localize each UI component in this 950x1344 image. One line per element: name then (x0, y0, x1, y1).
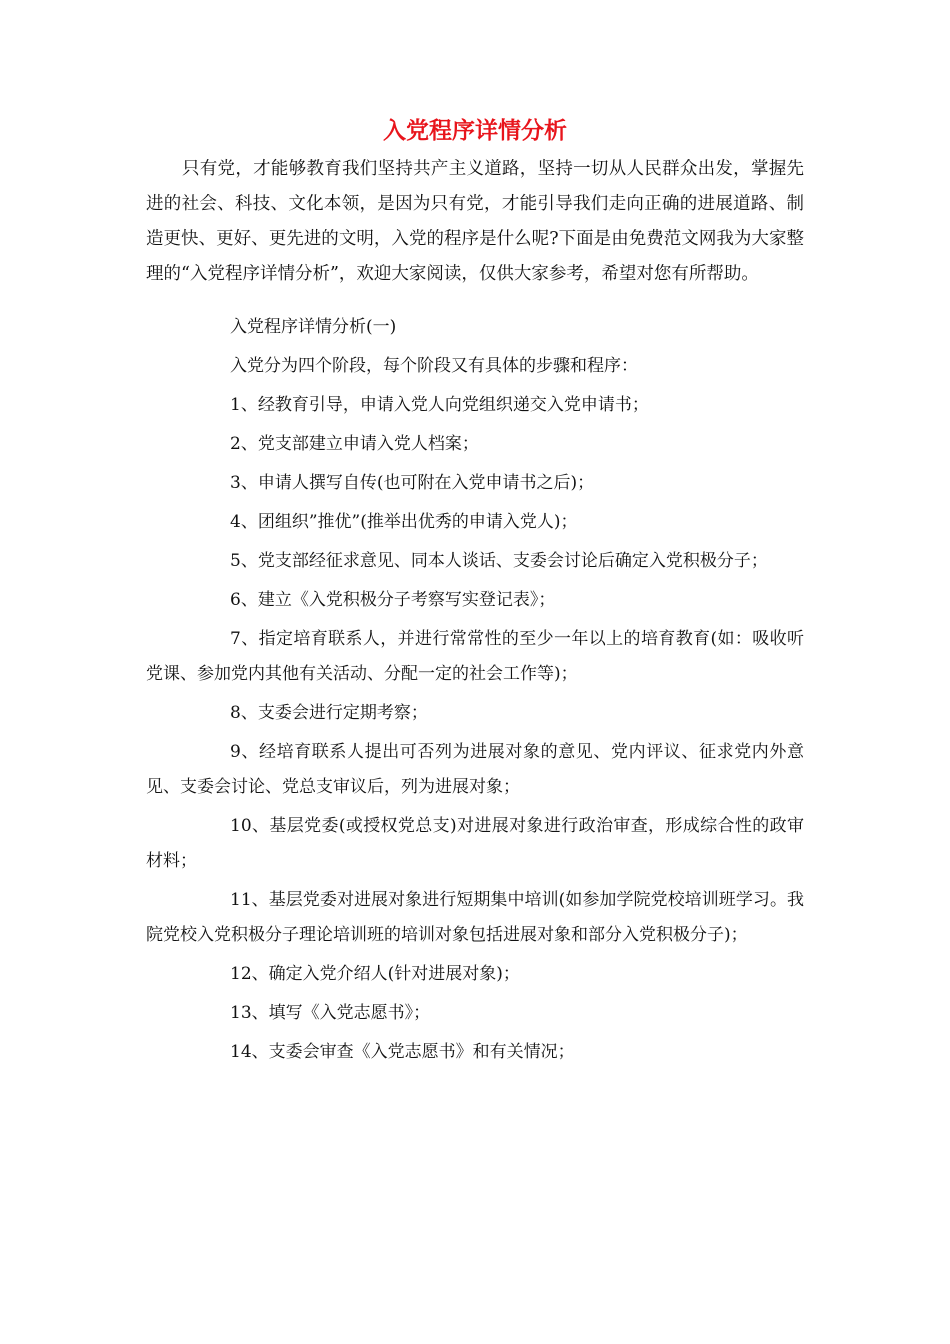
step-item: 4、团组织”推优”(推举出优秀的申请入党人)； (230, 512, 578, 532)
paragraph-stages: 入党分为四个阶段，每个阶段又有具体的步骤和程序： (230, 356, 638, 376)
section-heading: 入党程序详情分析(一) (230, 317, 397, 337)
step-item: 5、党支部经征求意见、同本人谈话、支委会讨论后确定入党积极分子； (230, 551, 768, 571)
step-item: 13、填写《入党志愿书》； (230, 1003, 431, 1023)
step-item: 9、经培育联系人提出可否列为进展对象的意见、党内评议、征求党内外意见、支委会讨论、党总支审议后，列为进展对象； (146, 742, 804, 797)
step-item: 3、申请人撰写自传(也可附在入党申请书之后)； (230, 473, 595, 493)
step-item: 14、支委会审查《入党志愿书》和有关情况； (230, 1042, 575, 1062)
step-item: 6、建立《入党积极分子考察写实登记表》； (230, 590, 556, 610)
step-item: 1、经教育引导，申请入党人向党组织递交入党申请书； (230, 395, 649, 415)
step-item: 2、党支部建立申请入党人档案； (230, 434, 479, 454)
step-item: 8、支委会进行定期考察； (230, 703, 428, 723)
step-item: 7、指定培育联系人，并进行常常性的至少一年以上的培育教育(如：吸收听党课、参加党内其他有关活动、分配一定的社会工作等)； (146, 629, 804, 684)
step-item: 10、基层党委(或授权党总支)对进展对象进行政治审查，形成综合性的政审材料； (146, 816, 804, 871)
step-item: 11、基层党委对进展对象进行短期集中培训(如参加学院党校培训班学习。我院党校入党积极分子理论培训班的培训对象包括进展对象和部分入党积极分子)； (146, 890, 804, 945)
step-item: 12、确定入党介绍人(针对进展对象)； (230, 964, 520, 984)
document-title: 入党程序详情分析 (383, 118, 567, 144)
intro-paragraph: 只有党，才能够教育我们坚持共产主义道路，坚持一切从人民群众出发，掌握先进的社会、科技、文化本领，是因为只有党，才能引导我们走向正确的进展道路、制造更快、更好、更先进的文明，入党的程序是什么呢?下面是由免费范文网我为大家整理的“入党程序详情分析”，欢迎大家阅读，仅供大家参考，希望对您有所帮助。 (146, 159, 804, 284)
